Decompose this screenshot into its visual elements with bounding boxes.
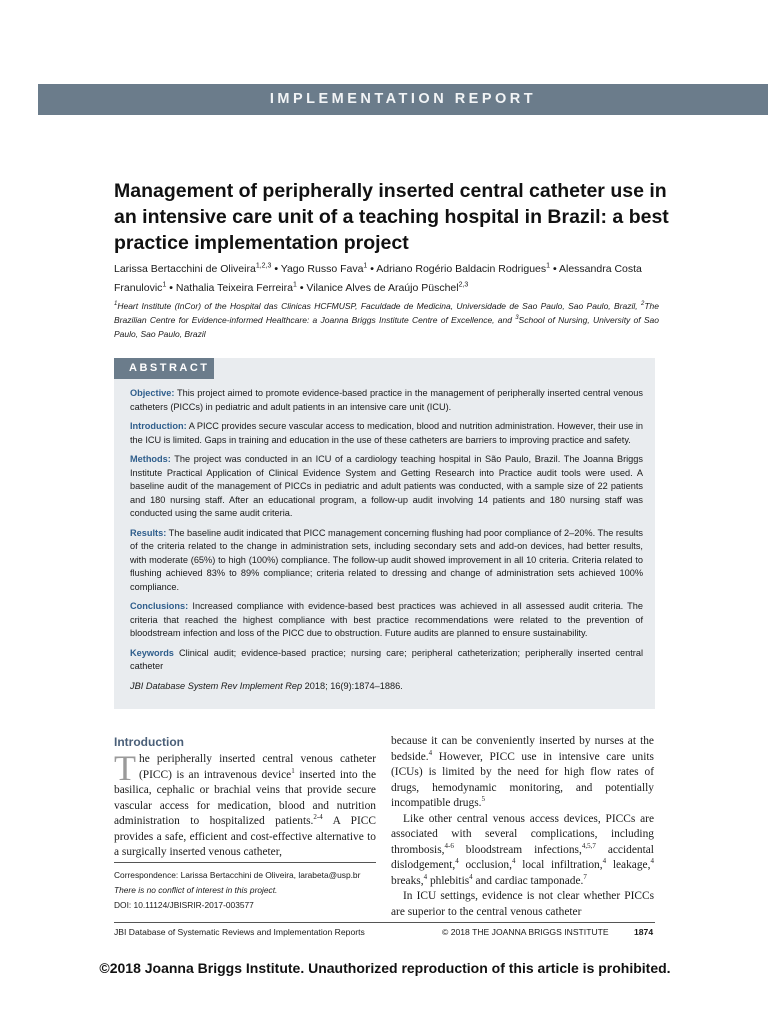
body-text: inserted into the basilica, cephalic or brachial veins that provide secure vascular access for medication, blood and nutrition administration to hospitalized patients. <box>114 768 377 827</box>
section-label: Keywords <box>130 647 174 658</box>
citation-ref[interactable]: 4,5,7 <box>581 841 596 850</box>
body-text: and cardiac tamponade. <box>475 874 584 887</box>
footnotes <box>114 868 376 913</box>
section-label: Introduction: <box>130 421 187 431</box>
footer-divider <box>114 922 655 923</box>
section-label: Objective: <box>130 388 175 398</box>
body-text: However, PICC use in intensive care units (ICUs) is limited by the need for high flow rates of drugs, hemodynamic monitoring, and potentially incompatible drugs. <box>391 750 654 809</box>
abstract-introduction <box>130 420 643 447</box>
citation-ref[interactable]: 4 <box>455 857 459 866</box>
section-label: Conclusions: <box>130 601 189 611</box>
paragraph <box>391 734 654 812</box>
body-text: In ICU settings, evidence is not clear whether PICCs are superior to the central venous catheter <box>391 890 654 918</box>
citation-ref[interactable]: 2-4 <box>313 813 323 822</box>
author-separator: • <box>169 282 173 294</box>
author-affiliation-marker: 1 <box>292 281 297 289</box>
paragraph <box>391 889 654 920</box>
author-name[interactable]: Vilanice Alves de Araújo Püschel <box>306 282 459 294</box>
affiliation-3: School of Nursing, University of Sao Paulo, Sao Paulo, Brazil <box>114 315 659 339</box>
body-text: he peripherally inserted central venous catheter (PICC) is an intravenous device <box>139 753 376 781</box>
citation-ref[interactable]: 4 <box>602 857 607 866</box>
affiliation-marker: 3 <box>515 315 519 322</box>
abstract-box <box>114 358 655 709</box>
section-label: Results: <box>130 527 167 538</box>
affiliation-marker: 1 <box>114 301 118 308</box>
citation-ref[interactable]: 4 <box>650 857 654 866</box>
citation-ref[interactable]: 4 <box>469 872 473 881</box>
article-title: Management of peripherally inserted central catheter use in an intensive care unit of a teaching hospital in Brazil: a best practice implementation project <box>114 180 669 254</box>
paragraph <box>391 812 654 890</box>
report-type-banner: IMPLEMENTATION REPORT <box>38 84 768 115</box>
author-name[interactable]: Larissa Bertacchini de Oliveira <box>114 263 256 275</box>
body-text: bloodstream infections, <box>465 843 582 856</box>
author-list <box>114 260 659 298</box>
drop-cap: T <box>114 748 136 788</box>
footnote-divider <box>114 862 376 863</box>
body-column-right <box>391 734 654 920</box>
abstract-tab: ABSTRACT <box>114 358 214 379</box>
body-text: local infiltration, <box>522 859 603 871</box>
section-label: Methods: <box>130 454 171 464</box>
affiliation-marker: 2 <box>641 301 645 308</box>
citation-ref[interactable]: 4 <box>428 748 433 757</box>
affiliation-2: The Brazilian Centre for Evidence-informed Healthcare: a Joanna Briggs Institute Centre of Excellence, and <box>114 301 659 325</box>
body-text: breaks, <box>391 874 424 887</box>
conflict-note: There is no conflict of interest in this project. <box>114 885 278 895</box>
abstract-methods <box>130 453 643 521</box>
body-text: Like other central venous access devices, PICCs are associated with several complications, including thrombosis, <box>391 812 654 856</box>
body-text: leakage, <box>612 859 651 871</box>
author-affiliation-marker: 2,3 <box>458 281 469 289</box>
section-text: A PICC provides secure vascular access to medication, blood and nutrition administration. However, their use in the ICU is limited. Gaps in training and education in the use of these catheters are barriers to improving practice and safety. <box>130 421 643 445</box>
body-text: accidental dislodgement, <box>391 843 654 871</box>
body-text: occlusion, <box>465 859 512 871</box>
journal-name-footer: JBI Database of Systematic Reviews and Implementation Reports <box>114 927 365 937</box>
body-text: phlebitis <box>429 874 470 887</box>
section-text: Clinical audit; evidence-based practice; nursing care; peripheral catheterization; peripherally inserted central catheter <box>130 647 643 671</box>
reproduction-warning: ©2018 Joanna Briggs Institute. Unauthorized reproduction of this article is prohibited. <box>99 960 671 976</box>
section-heading-introduction: Introduction <box>114 735 184 749</box>
body-text: A PICC provides a safe, efficient and cost-effective alternative to a surgically inserted venous catheter, <box>114 815 376 858</box>
abstract-conclusions <box>130 600 643 641</box>
author-separator: • <box>552 263 557 275</box>
author-affiliation-marker: 1,2,3 <box>255 262 272 270</box>
affiliation-1: Heart Institute (InCor) of the Hospital das Clinicas HCFMUSP, Faculdade de Medicina, Universidade de Sao Paulo, Sao Paulo, Brazil, <box>117 301 638 311</box>
correspondence-note[interactable]: Correspondence: Larissa Bertacchini de Oliveira, larabeta@usp.br <box>114 870 361 880</box>
citation-ref[interactable]: 4-6 <box>444 841 454 850</box>
citation-details: 2018; 16(9):1874–1886. <box>304 680 403 691</box>
abstract-results <box>130 527 643 595</box>
citation-ref[interactable]: 4 <box>511 857 516 866</box>
doi-link[interactable]: DOI: 10.11124/JBISRIR-2017-003577 <box>114 900 254 910</box>
abstract-citation <box>130 680 643 694</box>
citation-ref[interactable]: 5 <box>481 795 485 804</box>
section-text: The project was conducted in an ICU of a cardiology teaching hospital in São Paulo, Brazil. The Joanna Briggs Institute Practical Application of Clinical Evidence System and Getting Research into Practice audit tools were used. A baseline audit of the management of PICCs in pediatric and adult patients was conducted, with a sample size of 22 patients and 180 nursing staff. After an educational program, a follow-up audit involving 14 patients and 180 nursing staff was conducted using the same audit criteria. <box>130 454 643 518</box>
journal-abbrev: JBI Database System Rev Implement Rep <box>130 680 303 691</box>
author-name[interactable]: Yago Russo Fava <box>280 263 364 275</box>
copyright-footer: © 2018 THE JOANNA BRIGGS INSTITUTE <box>442 927 609 937</box>
page-number: 1874 <box>634 927 654 937</box>
author-affiliation-marker: 1 <box>363 262 368 270</box>
author-separator: • <box>274 263 278 275</box>
author-separator: • <box>370 263 374 275</box>
author-affiliation-marker: 1 <box>546 262 551 270</box>
abstract-keywords <box>130 647 643 674</box>
author-name[interactable]: Nathalia Teixeira Ferreira <box>175 282 293 294</box>
affiliations <box>114 299 659 341</box>
section-text: This project aimed to promote evidence-based practice in the management of peripherally inserted central venous catheters (PICCs) in pediatric and adult patients in an intensive care unit (ICU). <box>130 388 643 412</box>
author-affiliation-marker: 1 <box>162 281 167 289</box>
citation-ref[interactable]: 1 <box>291 766 295 775</box>
section-text: Increased compliance with evidence-based best practices was achieved in all assessed audit criteria. The criteria that reached the highest compliance with best practice recommendations were related to the prevention of bloodstream infection and loss of the PICC due to obstruction. Future audits are planned to ensure sustainability. <box>130 601 643 638</box>
abstract-body <box>130 387 643 699</box>
body-text: because it can be conveniently inserted by nurses at the bedside. <box>391 735 654 763</box>
author-name[interactable]: Adriano Rogério Baldacin Rodrigues <box>376 263 547 275</box>
author-separator: • <box>299 282 304 294</box>
abstract-objective <box>130 387 643 414</box>
citation-ref[interactable]: 4 <box>423 872 428 881</box>
section-text: The baseline audit indicated that PICC management concerning flushing had poor compliance of 2–20%. The results of the criteria related to the change in administration sets, including secondary sets and add-on devices, had better results, with moderate (65%) to high (100%) compliance. The follow-up audit showed improvement in all 10 criteria. Criteria related to flushing achieved 83% to 89% compliance; criteria related to dressing and change of administration sets achieved 100% compliance. <box>130 527 643 592</box>
author-name[interactable]: Alessandra Costa Franulovic <box>114 263 642 294</box>
body-column-left <box>114 748 377 861</box>
citation-ref[interactable]: 7 <box>583 872 587 881</box>
